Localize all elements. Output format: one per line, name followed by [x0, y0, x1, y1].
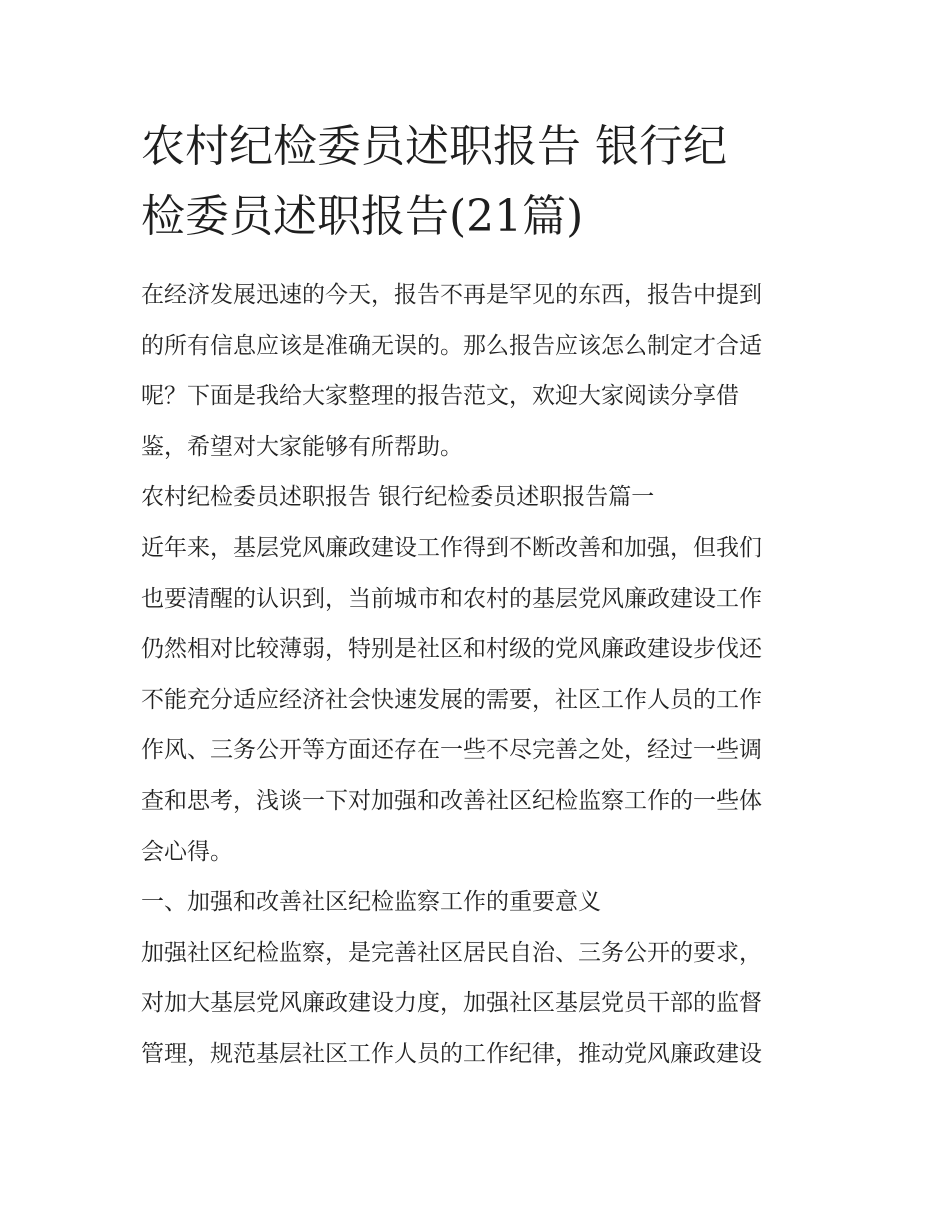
text-line: 农村纪检委员述职报告 银行纪检委员述职报告篇一 [141, 484, 655, 511]
intro-paragraph [141, 270, 817, 472]
text-line: 一、加强和改善社区纪检监察工作的重要意义 [141, 889, 601, 916]
subsection-heading-1 [141, 877, 817, 928]
body-paragraph-2 [141, 928, 817, 1080]
text-line: 作风、三务公开等方面还存在一些不尽完善之处，经过一些调 [141, 737, 762, 764]
text-line: 在经济发展迅速的今天，报告不再是罕见的东西，报告中提到 [141, 282, 762, 308]
text-line: 的所有信息应该是准确无误的。那么报告应该怎么制定才合适 [141, 332, 762, 359]
document-content [141, 112, 817, 1080]
text-line: 加强社区纪检监察，是完善社区居民自治、三务公开的要求， [141, 939, 762, 966]
document-title [141, 112, 817, 252]
text-line: 也要清醒的认识到，当前城市和农村的基层党风廉政建设工作 [141, 585, 762, 612]
text-line: 近年来，基层党风廉政建设工作得到不断改善和加强，但我们 [141, 534, 762, 561]
section-heading-part-one [141, 472, 817, 523]
text-line: 鉴，希望对大家能够有所帮助。 [141, 433, 463, 460]
document-body [141, 270, 817, 1080]
title-line-2: 检委员述职报告(21篇) [141, 191, 584, 242]
text-line: 管理，规范基层社区工作人员的工作纪律，推动党风廉政建设 [141, 1040, 762, 1067]
text-line: 仍然相对比较薄弱，特别是社区和村级的党风廉政建设步伐还 [141, 636, 762, 663]
body-paragraph-1 [141, 523, 817, 877]
text-line: 呢？下面是我给大家整理的报告范文，欢迎大家阅读分享借 [141, 383, 739, 410]
text-line: 对加大基层党风廉政建设力度，加强社区基层党员干部的监督 [141, 990, 762, 1017]
text-line: 不能充分适应经济社会快速发展的需要，社区工作人员的工作 [141, 686, 762, 713]
title-line-1: 农村纪检委员述职报告 银行纪 [141, 121, 727, 172]
text-line: 会心得。 [141, 838, 233, 865]
text-line: 查和思考，浅谈一下对加强和改善社区纪检监察工作的一些体 [141, 787, 762, 814]
